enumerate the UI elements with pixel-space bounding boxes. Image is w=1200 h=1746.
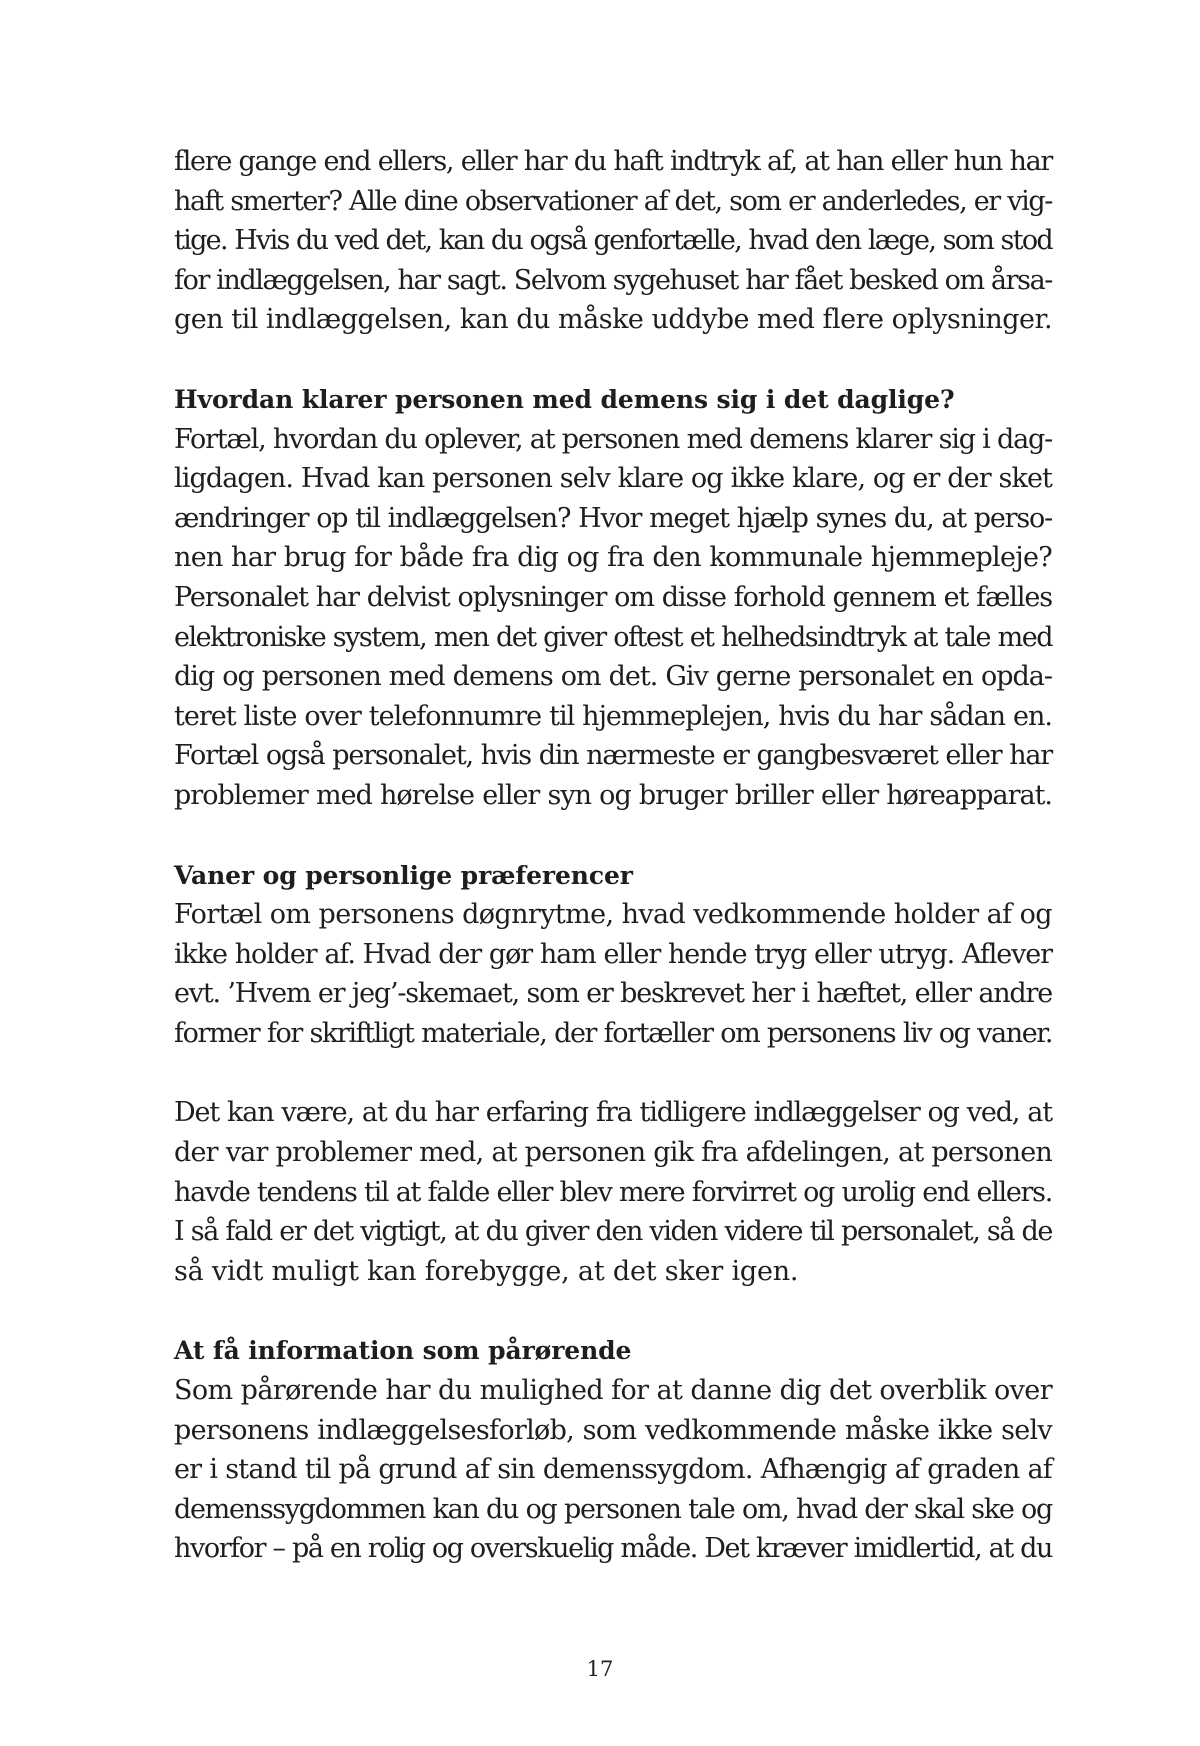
text-line: hvorfor – på en rolig og overskuelig måde. Det kræver imidlertid, at du: [174, 1533, 1052, 1565]
paragraph-continuation: [174, 142, 1052, 340]
paragraph-gap: [174, 340, 1052, 380]
text-line: Fortæl om personens døgnrytme, hvad vedkommende holder af og: [174, 899, 1052, 931]
text-line: demenssygdommen kan du og personen tale om, hvad der skal ske og: [174, 1493, 1052, 1525]
text-line: Fortæl også personalet, hvis din nærmeste er gangbesværet eller har: [174, 740, 1052, 772]
section-habits-preferences: [174, 856, 1052, 1054]
text-line: former for skriftligt materiale, der fortæller om personens liv og vaner.: [174, 1017, 1052, 1049]
text-line: ændringer op til indlæggelsen? Hvor meget hjælp synes du, at perso-: [174, 502, 1052, 534]
text-line: I så fald er det vigtigt, at du giver den viden videre til personalet, så de: [174, 1216, 1052, 1248]
text-line: evt. ’Hvem er jeg’-skemaet, som er beskrevet her i hæftet, eller andre: [174, 978, 1052, 1010]
text-line: teret liste over telefonnumre til hjemmeplejen, hvis du har sådan en.: [174, 700, 1052, 732]
text-line: haft smerter? Alle dine observationer af det, som er anderledes, er vig-: [174, 185, 1052, 217]
text-line: elektroniske system, men det giver oftest et helhedsindtryk at tale med: [174, 621, 1052, 653]
text-line: er i stand til på grund af sin demenssygdom. Afhængig af graden af: [174, 1454, 1052, 1486]
text-line: Det kan være, at du har erfaring fra tidligere indlæggelser og ved, at: [174, 1097, 1052, 1129]
text-line: der var problemer med, at personen gik fra afdelingen, at personen: [174, 1137, 1052, 1169]
page-number: 17: [586, 1657, 614, 1681]
text-line: gen til indlæggelsen, kan du måske uddybe med flere oplysninger.: [174, 304, 1053, 336]
paragraph-gap: [174, 1291, 1052, 1331]
text-line: for indlæggelsen, har sagt. Selvom sygehuset har fået besked om årsa-: [174, 264, 1052, 296]
text-line: så vidt muligt kan forebygge, at det sker igen.: [174, 1255, 799, 1287]
paragraph-gap: [174, 816, 1052, 856]
text-line: problemer med hørelse eller syn og bruger briller eller høreapparat.: [174, 779, 1052, 811]
text-line: nen har brug for både fra dig og fra den kommunale hjemmepleje?: [174, 542, 1052, 574]
text-line: ikke holder af. Hvad der gør ham eller hende tryg eller utryg. Aflever: [174, 938, 1052, 970]
text-line: ligdagen. Hvad kan personen selv klare og ikke klare, og er der sket: [174, 463, 1052, 495]
text-line: personens indlæggelsesforløb, som vedkommende måske ikke selv: [174, 1414, 1052, 1446]
section-heading: Hvordan klarer personen med demens sig i det daglige?: [174, 384, 955, 414]
text-line: tige. Hvis du ved det, kan du også genfortælle, hvad den læge, som stod: [174, 225, 1052, 257]
text-line: Personalet har delvist oplysninger om disse forhold gennem et fælles: [174, 581, 1052, 613]
text-line: flere gange end ellers, eller har du haft indtryk af, at han eller hun har: [174, 146, 1052, 177]
paragraph-previous-admissions: [174, 1093, 1052, 1291]
paragraph-gap: [174, 1053, 1052, 1093]
text-line: havde tendens til at falde eller blev mere forvirret og urolig end ellers.: [174, 1176, 1052, 1208]
section-heading: At få information som pårørende: [174, 1336, 632, 1366]
text-line: Som pårørende har du mulighed for at danne dig det overblik over: [174, 1375, 1052, 1407]
text-line: dig og personen med demens om det. Giv gerne personalet en opda-: [174, 661, 1052, 693]
text-line: Fortæl, hvordan du oplever, at personen med demens klarer sig i dag-: [174, 423, 1052, 455]
section-information-relatives: [174, 1331, 1052, 1569]
page-body: [174, 142, 1052, 1569]
section-daily-life: [174, 380, 1052, 816]
section-heading: Vaner og personlige præferencer: [174, 860, 633, 890]
